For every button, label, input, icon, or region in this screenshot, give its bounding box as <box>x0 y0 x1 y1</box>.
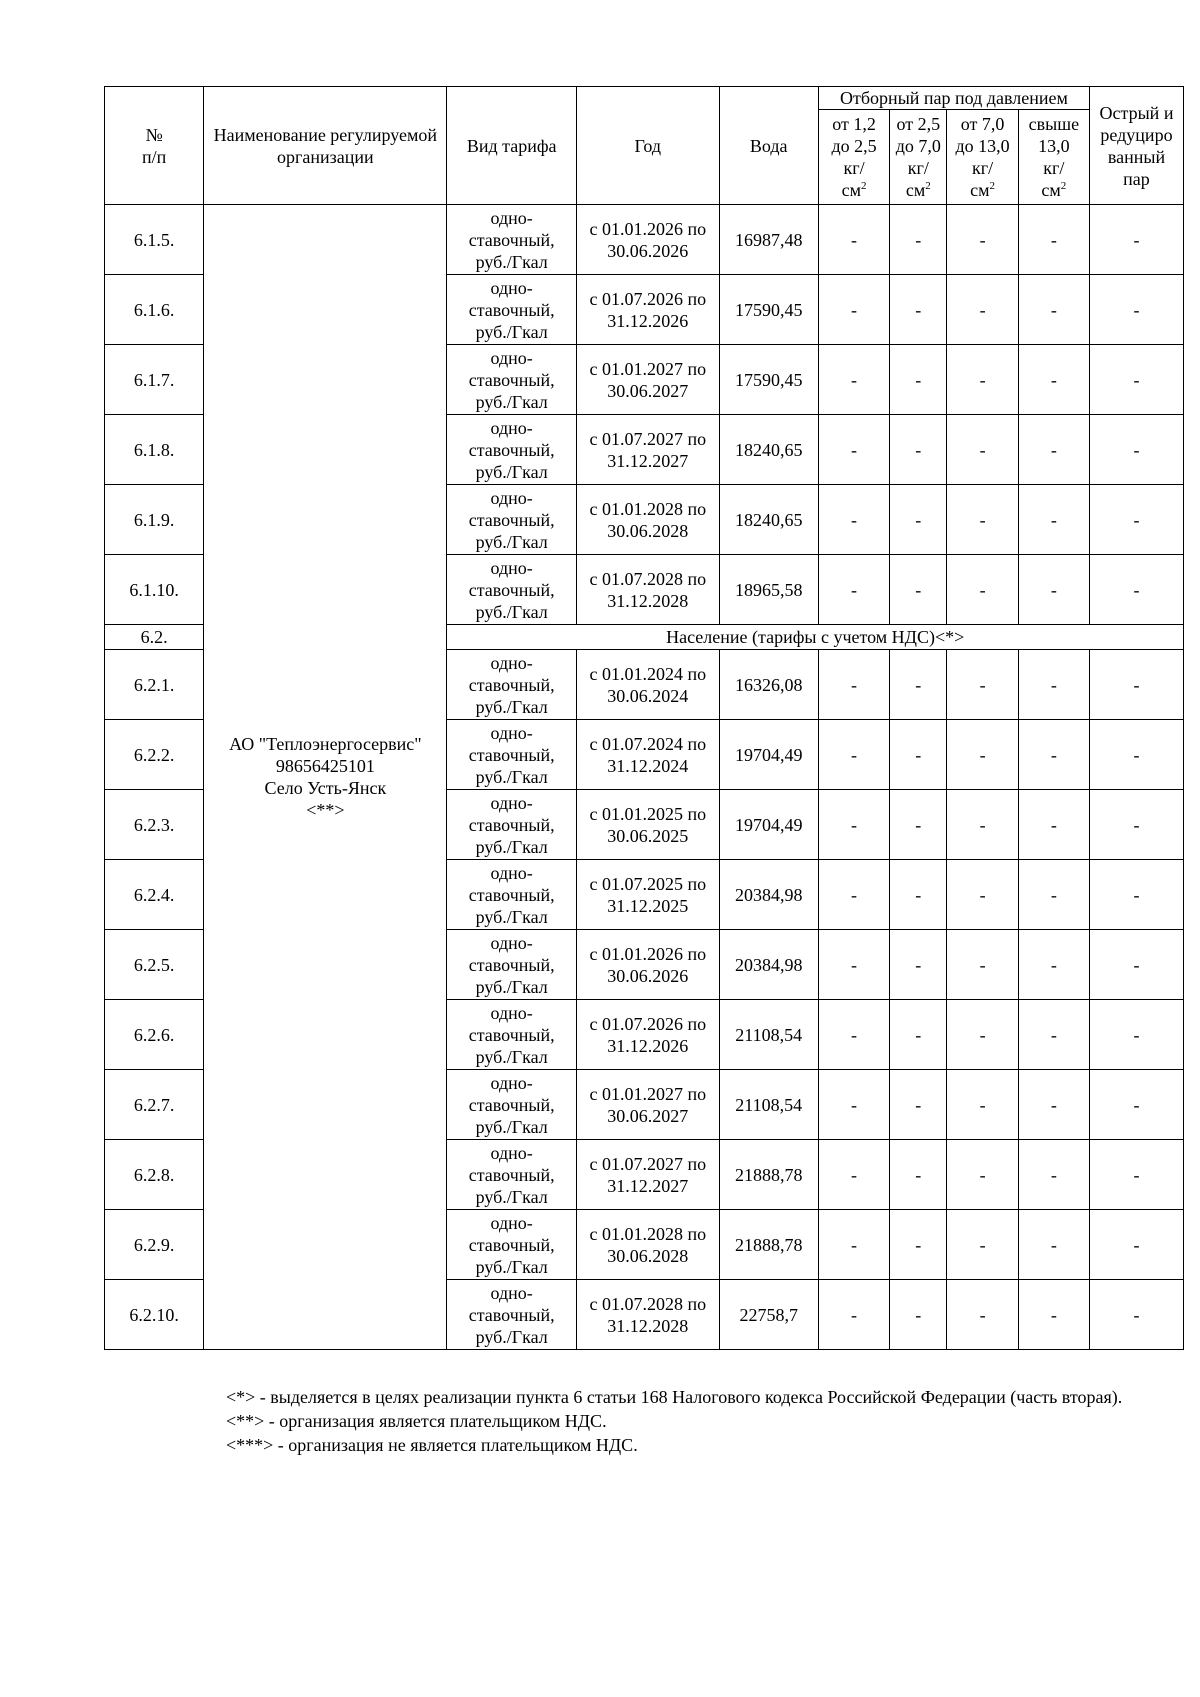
water-tariff-value: 20384,98 <box>719 930 818 1000</box>
empty-value-dash: - <box>947 1210 1018 1280</box>
empty-value-dash: - <box>1089 720 1183 790</box>
empty-value-dash: - <box>818 1280 889 1350</box>
period-cell: с 01.01.2025 по 30.06.2025 <box>576 790 719 860</box>
tariff-type-cell: одно- ставочный, руб./Гкал <box>447 485 577 555</box>
header-tariff-type: Вид тарифа <box>447 87 577 205</box>
tariff-type-cell: одно- ставочный, руб./Гкал <box>447 415 577 485</box>
tariff-type-cell: одно- ставочный, руб./Гкал <box>447 555 577 625</box>
row-number: 6.2.6. <box>105 1000 204 1070</box>
empty-value-dash: - <box>1089 485 1183 555</box>
tariff-type-cell: одно- ставочный, руб./Гкал <box>447 650 577 720</box>
empty-value-dash: - <box>947 415 1018 485</box>
organization-cell <box>204 205 447 1350</box>
empty-value-dash: - <box>1089 1140 1183 1210</box>
header-year: Год <box>576 87 719 205</box>
water-tariff-value: 22758,7 <box>719 1280 818 1350</box>
tariff-type-cell: одно- ставочный, руб./Гкал <box>447 1140 577 1210</box>
empty-value-dash: - <box>890 1140 947 1210</box>
header-sharp-steam: Острый и редуциро ванный пар <box>1089 87 1183 205</box>
table-row <box>105 205 1184 275</box>
water-tariff-value: 18240,65 <box>719 415 818 485</box>
empty-value-dash: - <box>818 790 889 860</box>
empty-value-dash: - <box>947 555 1018 625</box>
header-water: Вода <box>719 87 818 205</box>
period-cell: с 01.07.2028 по 31.12.2028 <box>576 555 719 625</box>
empty-value-dash: - <box>1018 1280 1089 1350</box>
row-number: 6.2.1. <box>105 650 204 720</box>
header-steam-group: Отборный пар под давлением <box>818 87 1089 110</box>
empty-value-dash: - <box>818 205 889 275</box>
tariff-type-cell: одно- ставочный, руб./Гкал <box>447 860 577 930</box>
empty-value-dash: - <box>947 790 1018 860</box>
water-tariff-value: 19704,49 <box>719 790 818 860</box>
organization-place: Село Усть-Янск <box>264 778 387 798</box>
water-tariff-value: 19704,49 <box>719 720 818 790</box>
empty-value-dash: - <box>818 555 889 625</box>
water-tariff-value: 18965,58 <box>719 555 818 625</box>
period-cell: с 01.07.2028 по 31.12.2028 <box>576 1280 719 1350</box>
empty-value-dash: - <box>890 930 947 1000</box>
empty-value-dash: - <box>890 345 947 415</box>
tariff-type-cell: одно- ставочный, руб./Гкал <box>447 205 577 275</box>
empty-value-dash: - <box>890 650 947 720</box>
empty-value-dash: - <box>1089 1070 1183 1140</box>
row-number: 6.2.10. <box>105 1280 204 1350</box>
empty-value-dash: - <box>1018 860 1089 930</box>
empty-value-dash: - <box>947 1140 1018 1210</box>
header-pressure-4: свыше 13,0 кг/ $см^2$ <box>1018 110 1089 205</box>
row-number: 6.1.8. <box>105 415 204 485</box>
tariff-type-cell: одно- ставочный, руб./Гкал <box>447 1210 577 1280</box>
water-tariff-value: 16326,08 <box>719 650 818 720</box>
period-cell: с 01.07.2024 по 31.12.2024 <box>576 720 719 790</box>
row-number: 6.2.8. <box>105 1140 204 1210</box>
period-cell: с 01.07.2027 по 31.12.2027 <box>576 1140 719 1210</box>
period-cell: с 01.01.2027 по 30.06.2027 <box>576 345 719 415</box>
row-number: 6.1.9. <box>105 485 204 555</box>
empty-value-dash: - <box>890 720 947 790</box>
row-number: 6.2.7. <box>105 1070 204 1140</box>
water-tariff-value: 18240,65 <box>719 485 818 555</box>
footnote-not-vat-payer: <***> - организация не является плательщиком НДС. <box>226 1435 638 1455</box>
empty-value-dash: - <box>890 1000 947 1070</box>
period-cell: с 01.07.2026 по 31.12.2026 <box>576 1000 719 1070</box>
empty-value-dash: - <box>947 930 1018 1000</box>
tariff-type-cell: одно- ставочный, руб./Гкал <box>447 720 577 790</box>
tariff-table <box>104 86 1184 1350</box>
row-number: 6.1.7. <box>105 345 204 415</box>
tariff-type-cell: одно- ставочный, руб./Гкал <box>447 345 577 415</box>
empty-value-dash: - <box>947 1000 1018 1070</box>
row-number: 6.1.5. <box>105 205 204 275</box>
empty-value-dash: - <box>890 1210 947 1280</box>
period-cell: с 01.01.2028 по 30.06.2028 <box>576 1210 719 1280</box>
row-number: 6.2.3. <box>105 790 204 860</box>
empty-value-dash: - <box>818 1140 889 1210</box>
empty-value-dash: - <box>1089 205 1183 275</box>
empty-value-dash: - <box>947 275 1018 345</box>
tariff-type-cell: одно- ставочный, руб./Гкал <box>447 1280 577 1350</box>
empty-value-dash: - <box>1089 1210 1183 1280</box>
water-tariff-value: 17590,45 <box>719 345 818 415</box>
empty-value-dash: - <box>947 485 1018 555</box>
period-cell: с 01.01.2024 по 30.06.2024 <box>576 650 719 720</box>
empty-value-dash: - <box>1089 345 1183 415</box>
empty-value-dash: - <box>890 415 947 485</box>
empty-value-dash: - <box>818 1000 889 1070</box>
empty-value-dash: - <box>890 555 947 625</box>
footnote-vat-payer: <**> - организация является плательщиком НДС. <box>226 1411 607 1431</box>
empty-value-dash: - <box>818 930 889 1000</box>
header-number: № п/п <box>105 87 204 205</box>
empty-value-dash: - <box>818 415 889 485</box>
row-number: 6.2.4. <box>105 860 204 930</box>
empty-value-dash: - <box>947 1070 1018 1140</box>
empty-value-dash: - <box>890 205 947 275</box>
footnote-vat-allocation: <*> - выделяется в целях реализации пункта 6 статьи 168 Налогового кодекса Российской Федерации (часть вторая). <box>226 1387 1123 1407</box>
water-tariff-value: 17590,45 <box>719 275 818 345</box>
empty-value-dash: - <box>947 205 1018 275</box>
header-pressure-2: от 2,5 до 7,0 кг/ $см^2$ <box>890 110 947 205</box>
empty-value-dash: - <box>818 275 889 345</box>
water-tariff-value: 21888,78 <box>719 1210 818 1280</box>
empty-value-dash: - <box>1089 415 1183 485</box>
empty-value-dash: - <box>818 1070 889 1140</box>
section-title: Население (тарифы с учетом НДС)<*> <box>447 625 1184 650</box>
footnotes <box>170 1385 1130 1457</box>
water-tariff-value: 21888,78 <box>719 1140 818 1210</box>
empty-value-dash: - <box>947 650 1018 720</box>
empty-value-dash: - <box>1089 275 1183 345</box>
empty-value-dash: - <box>1089 555 1183 625</box>
period-cell: с 01.07.2026 по 31.12.2026 <box>576 275 719 345</box>
row-number: 6.1.6. <box>105 275 204 345</box>
empty-value-dash: - <box>890 275 947 345</box>
empty-value-dash: - <box>1018 555 1089 625</box>
tariff-type-cell: одно- ставочный, руб./Гкал <box>447 1070 577 1140</box>
empty-value-dash: - <box>890 1280 947 1350</box>
organization-name: АО "Теплоэнергосервис" <box>229 734 422 754</box>
empty-value-dash: - <box>1018 1140 1089 1210</box>
row-number: 6.2.9. <box>105 1210 204 1280</box>
period-cell: с 01.01.2026 по 30.06.2026 <box>576 930 719 1000</box>
tariff-type-cell: одно- ставочный, руб./Гкал <box>447 930 577 1000</box>
header-pressure-3: от 7,0 до 13,0 кг/ $см^2$ <box>947 110 1018 205</box>
empty-value-dash: - <box>818 860 889 930</box>
organization-mark: <**> <box>306 800 345 820</box>
empty-value-dash: - <box>1018 1000 1089 1070</box>
header-pressure-1: от 1,2 до 2,5 кг/ $см^2$ <box>818 110 889 205</box>
empty-value-dash: - <box>890 485 947 555</box>
empty-value-dash: - <box>1018 720 1089 790</box>
empty-value-dash: - <box>818 1210 889 1280</box>
empty-value-dash: - <box>1089 1000 1183 1070</box>
table-body <box>105 205 1184 1350</box>
water-tariff-value: 21108,54 <box>719 1070 818 1140</box>
empty-value-dash: - <box>818 650 889 720</box>
tariff-type-cell: одно- ставочный, руб./Гкал <box>447 1000 577 1070</box>
empty-value-dash: - <box>1018 275 1089 345</box>
empty-value-dash: - <box>1018 485 1089 555</box>
empty-value-dash: - <box>890 860 947 930</box>
empty-value-dash: - <box>947 860 1018 930</box>
period-cell: с 01.01.2027 по 30.06.2027 <box>576 1070 719 1140</box>
section-number: 6.2. <box>105 625 204 650</box>
period-cell: с 01.01.2026 по 30.06.2026 <box>576 205 719 275</box>
empty-value-dash: - <box>818 485 889 555</box>
empty-value-dash: - <box>1018 1210 1089 1280</box>
empty-value-dash: - <box>818 720 889 790</box>
row-number: 6.2.2. <box>105 720 204 790</box>
water-tariff-value: 21108,54 <box>719 1000 818 1070</box>
empty-value-dash: - <box>890 1070 947 1140</box>
empty-value-dash: - <box>1018 415 1089 485</box>
empty-value-dash: - <box>1018 650 1089 720</box>
empty-value-dash: - <box>1018 930 1089 1000</box>
water-tariff-value: 20384,98 <box>719 860 818 930</box>
period-cell: с 01.01.2028 по 30.06.2028 <box>576 485 719 555</box>
empty-value-dash: - <box>1089 790 1183 860</box>
empty-value-dash: - <box>1089 650 1183 720</box>
empty-value-dash: - <box>947 345 1018 415</box>
empty-value-dash: - <box>1089 860 1183 930</box>
empty-value-dash: - <box>947 720 1018 790</box>
row-number: 6.1.10. <box>105 555 204 625</box>
empty-value-dash: - <box>890 790 947 860</box>
empty-value-dash: - <box>1089 930 1183 1000</box>
row-number: 6.2.5. <box>105 930 204 1000</box>
period-cell: с 01.07.2027 по 31.12.2027 <box>576 415 719 485</box>
organization-inn: 98656425101 <box>275 756 375 776</box>
empty-value-dash: - <box>1018 345 1089 415</box>
empty-value-dash: - <box>1018 1070 1089 1140</box>
tariff-type-cell: одно- ставочный, руб./Гкал <box>447 790 577 860</box>
period-cell: с 01.07.2025 по 31.12.2025 <box>576 860 719 930</box>
empty-value-dash: - <box>818 345 889 415</box>
empty-value-dash: - <box>1089 1280 1183 1350</box>
water-tariff-value: 16987,48 <box>719 205 818 275</box>
tariff-type-cell: одно- ставочный, руб./Гкал <box>447 275 577 345</box>
empty-value-dash: - <box>947 1280 1018 1350</box>
table-header <box>105 87 1184 205</box>
empty-value-dash: - <box>1018 205 1089 275</box>
header-organization: Наименование регулируемой организации <box>204 87 447 205</box>
empty-value-dash: - <box>1018 790 1089 860</box>
